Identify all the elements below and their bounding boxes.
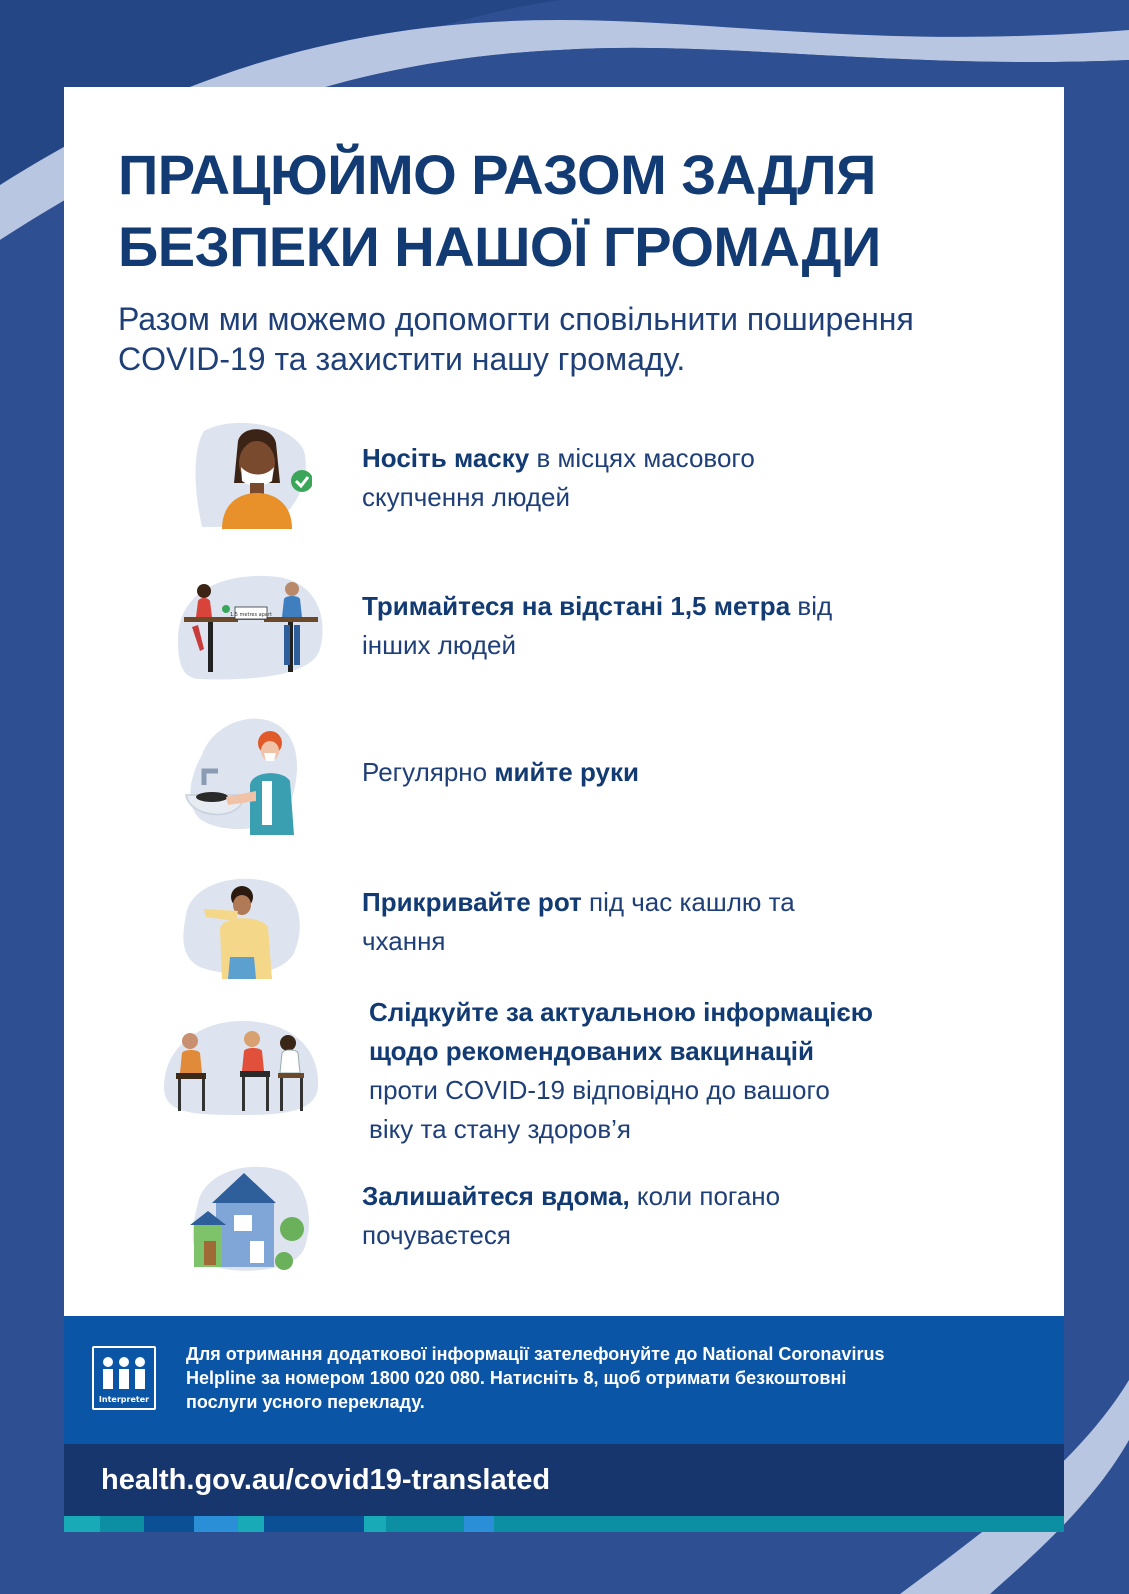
item-text [362,883,1002,961]
helpline-line-2: Helpline за номером 1800 020 080. Натисніть 8, щоб отримати безкоштовні [186,1368,847,1388]
interpreter-label: Interpreter [98,1395,150,1404]
intro-line-1: Разом ми можемо допомогти сповільнити поширення [118,301,914,337]
interpreter-icon [92,1346,156,1410]
list-item-cough [64,875,1064,985]
item-rest: коли погано [629,1181,781,1211]
mask-icon [192,421,312,531]
cough-icon [176,875,306,979]
item-line-2: чхання [362,926,446,956]
item-text [369,993,1029,1149]
item-pre: Регулярно [362,757,495,787]
item-bold: Прикривайте рот [362,887,582,917]
item-text [362,587,1002,665]
list-item-distance [64,567,1064,687]
title-line-1: ПРАЦЮЙМО РАЗОМ ЗАДЛЯ [118,143,876,206]
item-text [362,439,1002,517]
item-bold: Тримайтеся на відстані 1,5 метра [362,591,791,621]
helpline-line-3: послуги усного перекладу. [186,1392,425,1412]
item-rest: під час кашлю та [581,887,795,917]
url-bar [64,1444,1064,1516]
page-title [118,139,1018,283]
content-card [64,87,1064,1316]
item-rest: в місцях масового [529,443,755,473]
vaccine-icon [160,1017,322,1117]
list-item-house [64,1163,1064,1283]
item-bold-2: щодо рекомендованих вакцинацій [369,1036,814,1066]
distance-sign-label: 1.5 metres apart [230,612,272,618]
item-text [362,1177,1002,1255]
title-line-2: БЕЗПЕКИ НАШОЇ ГРОМАДИ [118,215,881,278]
helpline-line-1: Для отримання додаткової інформації зателефонуйте до National Coronavirus [186,1344,885,1364]
item-bold-1: Слідкуйте за актуальною інформацією [369,997,873,1027]
item-text [362,753,1002,792]
item-line-3: проти COVID-19 відповідно до вашого [369,1075,830,1105]
item-line-2: скупчення людей [362,482,571,512]
item-bold: Залишайтеся вдома, [362,1181,630,1211]
item-bold: Носіть маску [362,443,530,473]
list-item-vaccine [64,993,1064,1153]
distance-icon [168,569,328,681]
item-rest: від [790,591,833,621]
list-item-mask [64,417,1064,537]
intro-text [118,299,1038,379]
helpline-text [186,1342,1026,1414]
house-icon [188,1163,312,1275]
handwash-icon [182,715,312,835]
intro-line-2: COVID-19 та захистити нашу громаду. [118,341,686,377]
item-bold: мийте руки [494,757,639,787]
item-line-2: інших людей [362,630,516,660]
item-line-2: почуваєтеся [362,1220,511,1250]
color-stripe [64,1516,1064,1532]
helpline-bar [64,1316,1064,1444]
website-link[interactable]: health.gov.au/covid19-translated [101,1464,551,1496]
item-line-4: віку та стану здоров’я [369,1114,632,1144]
list-item-handwash [64,715,1064,835]
